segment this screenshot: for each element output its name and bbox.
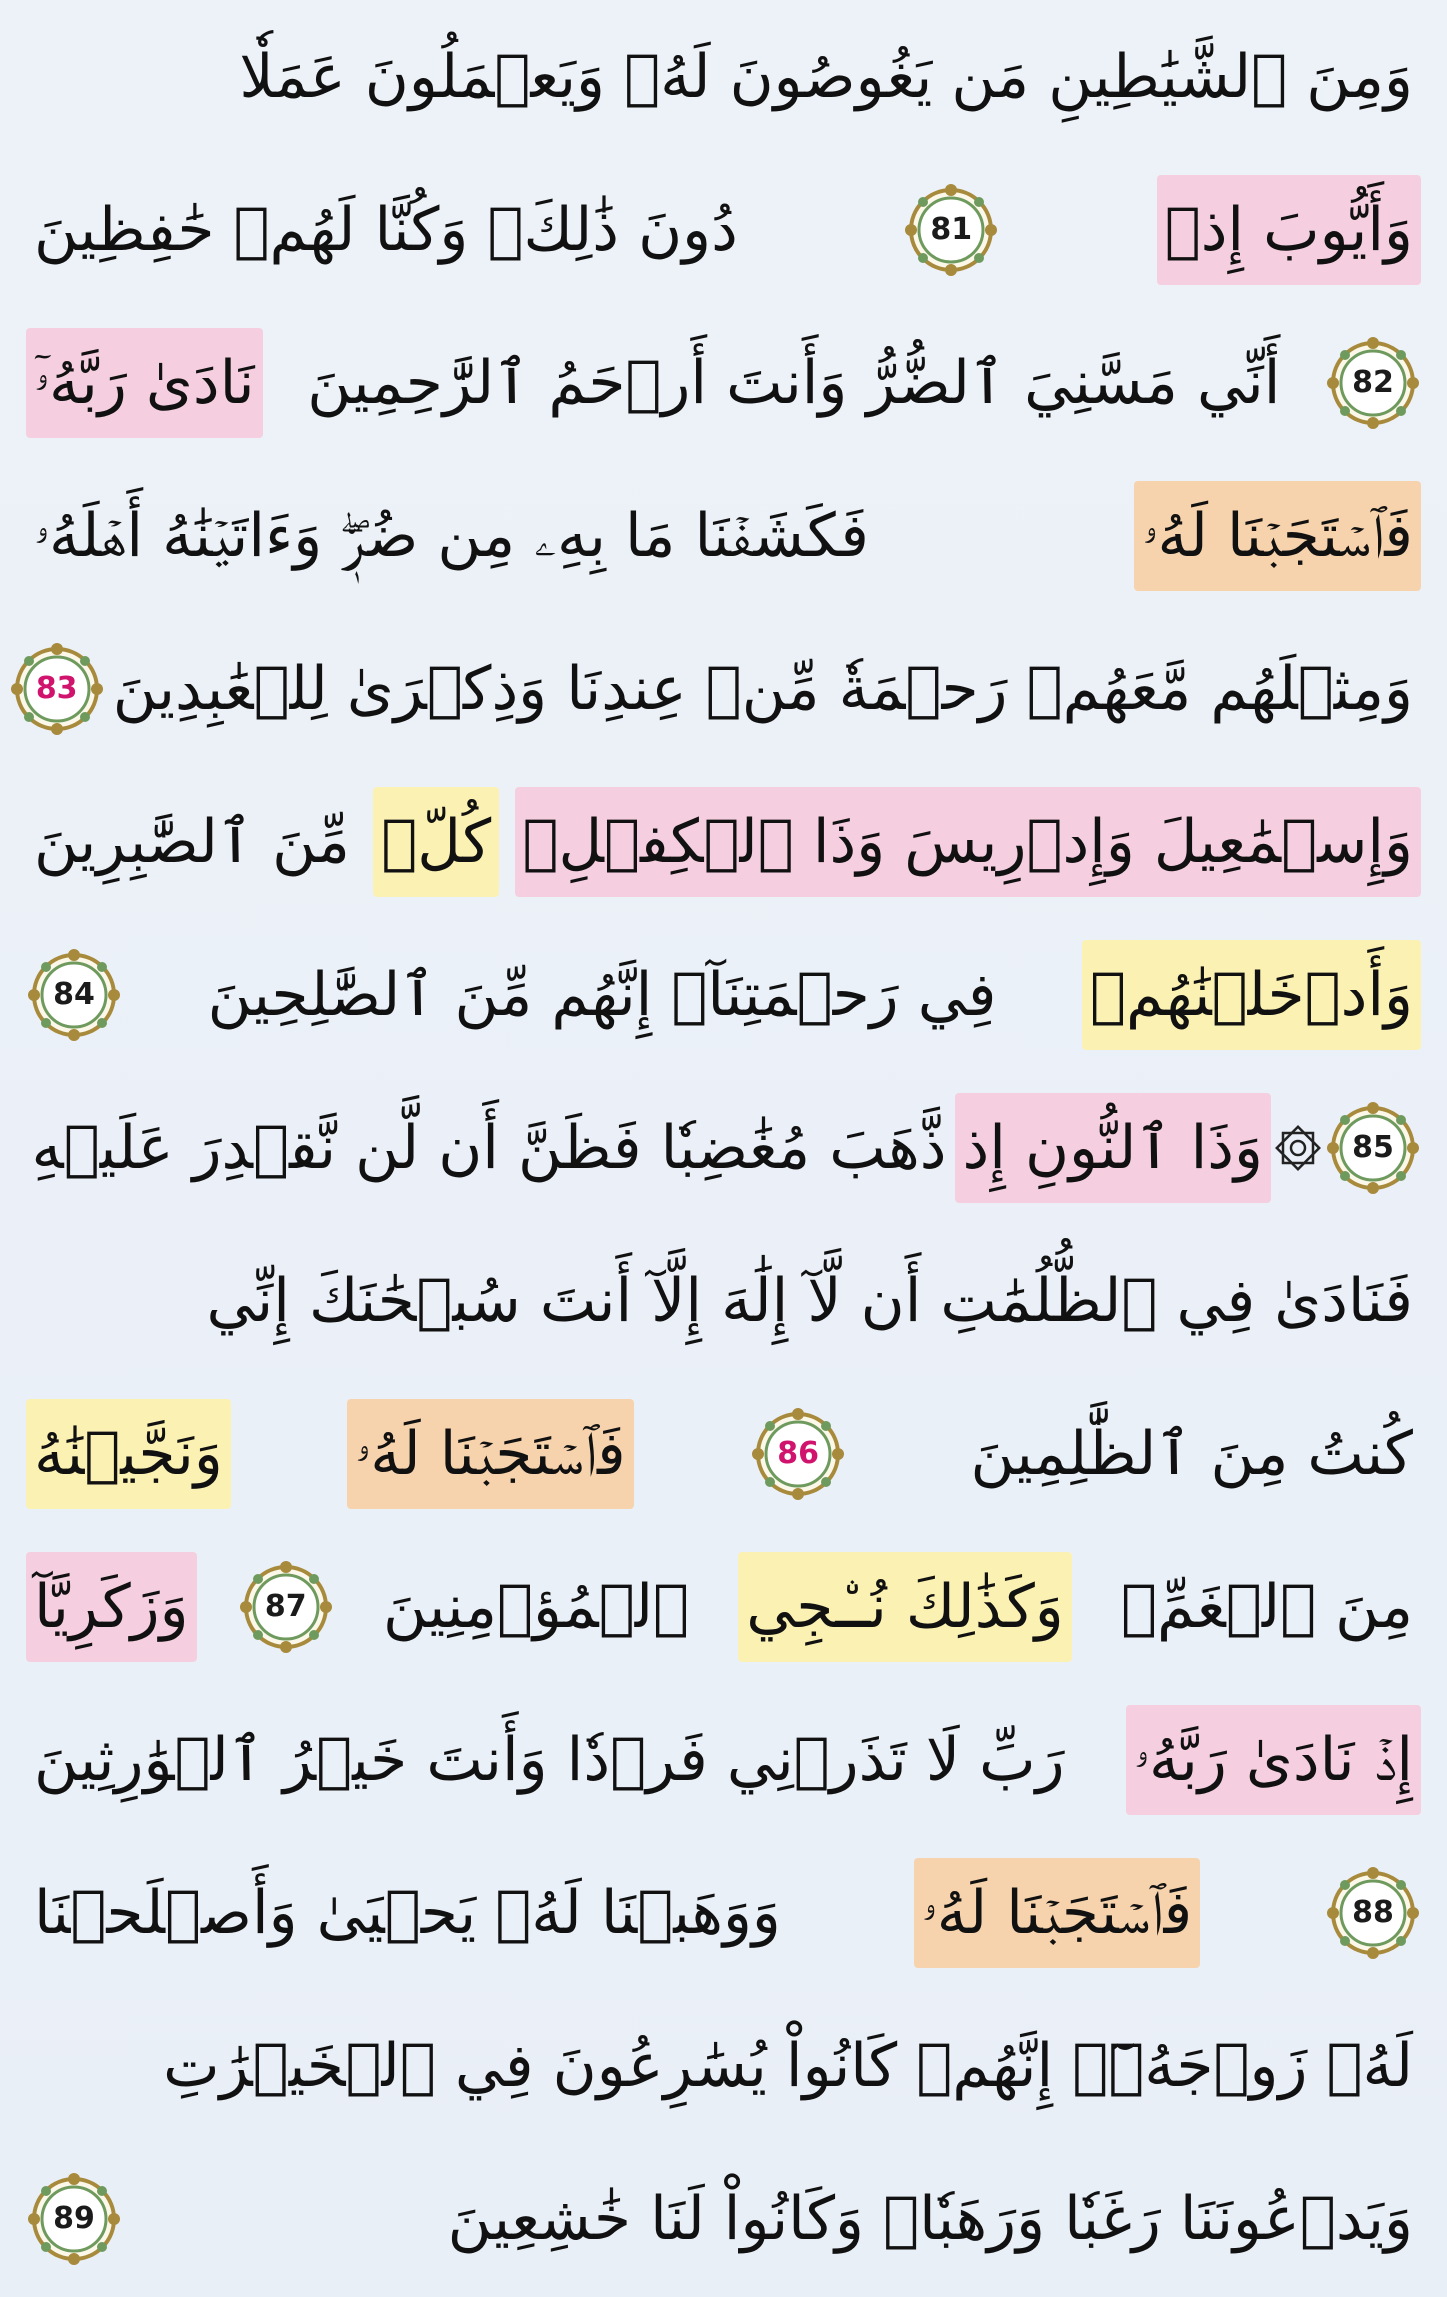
verse-text-segment[interactable]: فَنَادَىٰ فِي ٱلظُّلُمَٰتِ أَن لَّآ إِلَٰهَ إِلَّآ أَنتَ سُبۡحَٰنَكَ إِنِّي — [206, 1265, 1413, 1336]
text-line — [0, 1377, 1447, 1530]
ayah-number: 88 — [1352, 1895, 1394, 1930]
highlighted-verse-segment[interactable]: فَٱسۡتَجَبۡنَا لَهُۥ — [347, 1399, 634, 1509]
highlighted-verse-segment[interactable]: نَادَىٰ رَبَّهُۥٓ — [26, 328, 263, 438]
verse-text-segment[interactable]: وَوَهَبۡنَا لَهُۥ يَحۡيَىٰ وَأَصۡلَحۡنَا — [34, 1877, 781, 1948]
ayah-number: 84 — [53, 977, 95, 1012]
highlighted-verse-segment[interactable]: فَٱسۡتَجَبۡنَا لَهُۥ — [914, 1858, 1201, 1968]
ayah-number: 81 — [930, 212, 973, 247]
verse-text-segment[interactable]: وَمِثۡلَهُم مَّعَهُمۡ رَحۡمَةٗ مِّنۡ عِندِنَا وَذِكۡرَىٰ لِلۡعَٰبِدِينَ — [112, 653, 1413, 724]
verse-text-segment[interactable]: أَنِّي مَسَّنِيَ ٱلضُّرُّ وَأَنتَ أَرۡحَمُ ٱلرَّٰحِمِينَ — [307, 347, 1281, 418]
highlighted-verse-segment[interactable]: فَٱسۡتَجَبۡنَا لَهُۥ — [1134, 481, 1421, 591]
verse-text-segment[interactable]: كُنتُ مِنَ ٱلظَّٰلِمِينَ — [970, 1418, 1413, 1489]
ayah-number-marker[interactable] — [903, 182, 999, 278]
highlighted-verse-segment[interactable]: وَنَجَّيۡنَٰهُ — [26, 1399, 231, 1509]
highlighted-verse-segment[interactable]: وَإِسۡمَٰعِيلَ وَإِدۡرِيسَ وَذَا ٱلۡكِفۡلِۖ — [515, 787, 1421, 897]
ayah-number: 86 — [777, 1436, 819, 1471]
ayah-number-marker[interactable] — [9, 641, 105, 737]
ayah-number-marker[interactable] — [26, 2171, 122, 2267]
text-line — [0, 153, 1447, 306]
text-line — [0, 459, 1447, 612]
highlighted-verse-segment[interactable]: كُلّٞ — [373, 787, 499, 897]
verse-text-segment[interactable]: دُونَ ذَٰلِكَۖ وَكُنَّا لَهُمۡ حَٰفِظِينَ — [34, 194, 738, 265]
ayah-number-marker[interactable] — [1325, 335, 1421, 431]
highlighted-verse-segment[interactable]: وَزَكَرِيَّآ — [26, 1552, 197, 1662]
ayah-number: 82 — [1352, 365, 1394, 400]
highlighted-verse-segment[interactable]: وَأَيُّوبَ إِذۡ — [1157, 175, 1421, 285]
verse-text-segment[interactable]: وَمِنَ ٱلشَّيَٰطِينِ مَن يَغُوصُونَ لَهُۥ وَيَعۡمَلُونَ عَمَلٗا — [239, 41, 1413, 112]
text-line — [0, 1683, 1447, 1836]
text-line — [0, 612, 1447, 765]
highlighted-verse-segment[interactable]: إِذۡ نَادَىٰ رَبَّهُۥ — [1126, 1705, 1421, 1815]
verse-text-segment[interactable]: مِّنَ ٱلصَّٰبِرِينَ — [34, 806, 350, 877]
verse-text-segment[interactable]: مِنَ ٱلۡغَمِّۚ — [1120, 1571, 1413, 1642]
text-line — [0, 1836, 1447, 1989]
ayah-number: 83 — [35, 671, 78, 706]
text-line — [0, 2142, 1447, 2295]
verse-text-segment[interactable]: ذَّهَبَ مُغَٰضِبٗا فَظَنَّ أَن لَّن نَّقۡدِرَ عَلَيۡهِ — [31, 1112, 947, 1183]
highlighted-verse-segment[interactable]: وَأَدۡخَلۡنَٰهُمۡ — [1082, 940, 1421, 1050]
verse-text-segment[interactable]: فِي رَحۡمَتِنَآۖ إِنَّهُم مِّنَ ٱلصَّٰلِحِينَ — [207, 959, 997, 1030]
text-line — [0, 1530, 1447, 1683]
ayah-number: 89 — [53, 2201, 95, 2236]
text-line — [0, 1224, 1447, 1377]
ayah-number-marker[interactable] — [750, 1406, 846, 1502]
verse-text-segment[interactable]: فَكَشَفۡنَا مَا بِهِۦ مِن ضُرّٖۖ وَءَاتَيۡنَٰهُ أَهۡلَهُۥ — [34, 500, 869, 571]
highlighted-verse-segment[interactable]: وَذَا ٱلنُّونِ إِذ — [955, 1093, 1272, 1203]
highlighted-verse-segment[interactable]: وَكَذَٰلِكَ نُـۨجِي — [738, 1552, 1072, 1662]
eight-point-star-icon — [1271, 1121, 1325, 1175]
ayah-number-marker[interactable] — [1325, 1100, 1421, 1196]
text-line — [0, 1071, 1447, 1224]
verse-text-segment[interactable]: رَبِّ لَا تَذَرۡنِي فَرۡدٗا وَأَنتَ خَيۡرُ ٱلۡوَٰرِثِينَ — [34, 1724, 1065, 1795]
text-line — [0, 918, 1447, 1071]
verse-text-segment[interactable]: لَهُۥ زَوۡجَهُۥٓۚ إِنَّهُمۡ كَانُواْ يُسَٰرِعُونَ فِي ٱلۡخَيۡرَٰتِ — [163, 2030, 1413, 2101]
ayah-number: 85 — [1352, 1130, 1394, 1165]
ayah-number: 87 — [264, 1589, 307, 1624]
text-line — [0, 765, 1447, 918]
text-line — [0, 1989, 1447, 2142]
text-line — [0, 306, 1447, 459]
verse-text-segment[interactable]: وَيَدۡعُونَنَا رَغَبٗا وَرَهَبٗاۖ وَكَانُواْ لَنَا خَٰشِعِينَ — [447, 2183, 1413, 2254]
ayah-number-marker[interactable] — [1325, 1865, 1421, 1961]
verse-text-segment[interactable]: ٱلۡمُؤۡمِنِينَ — [382, 1571, 689, 1642]
ayah-number-marker[interactable] — [238, 1559, 334, 1655]
text-line — [0, 0, 1447, 153]
ayah-number-marker[interactable] — [26, 947, 122, 1043]
